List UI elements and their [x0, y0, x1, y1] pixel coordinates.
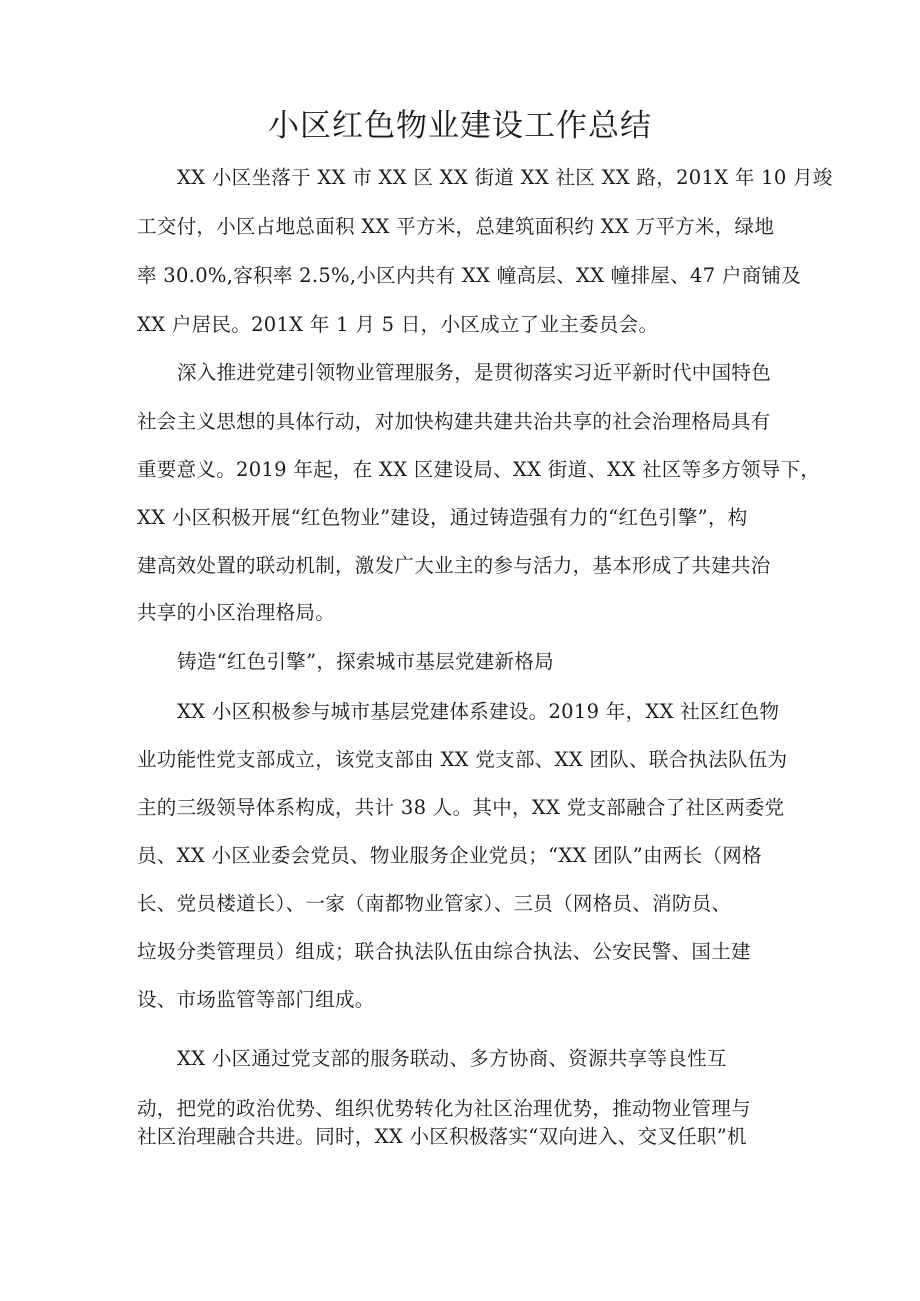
paragraph-3-line-6: 垃圾分类管理员）组成；联合执法队伍由综合执法、公安民警、国土建 — [137, 940, 751, 963]
paragraph-1-line-1: XX 小区坐落于 XX 市 XX 区 XX 街道 XX 社区 XX 路，201X 年 10 月竣 — [177, 166, 833, 189]
paragraph-3-line-7: 设、市场监管等部门组成。 — [137, 988, 375, 1011]
paragraph-1-line-3: 率 30.0%,容积率 2.5%,小区内共有 XX 幢高层、XX 幢排屋、47 户商铺及 — [137, 264, 802, 287]
section-heading: 铸造“红色引擎”，探索城市基层党建新格局 — [177, 650, 554, 673]
paragraph-3-line-1: XX 小区积极参与城市基层党建体系建设。2019 年，XX 社区红色物 — [177, 700, 780, 723]
paragraph-2-line-4: XX 小区积极开展“红色物业”建设，通过铸造强有力的“红色引擎”，构 — [137, 506, 748, 529]
paragraph-3-line-2: 业功能性党支部成立，该党支部由 XX 党支部、XX 团队、联合执法队伍为 — [137, 748, 788, 771]
paragraph-1-line-2: 工交付，小区占地总面积 XX 平方米，总建筑面积约 XX 万平方米，绿地 — [137, 215, 775, 238]
paragraph-2-line-3: 重要意义。2019 年起，在 XX 区建设局、XX 街道、XX 社区等多方领导下， — [137, 458, 821, 481]
paragraph-1-line-4: XX 户居民。201X 年 1 月 5 日，小区成立了业主委员会。 — [137, 313, 659, 336]
paragraph-4-line-1: XX 小区通过党支部的服务联动、多方协商、资源共享等良性互 — [177, 1047, 727, 1070]
paragraph-2-line-2: 社会主义思想的具体行动，对加快构建共建共治共享的社会治理格局具有 — [137, 410, 771, 433]
paragraph-3-line-3: 主的三级领导体系构成，共计 38 人。其中，XX 党支部融合了社区两委党 — [137, 796, 785, 819]
document-title: 小区红色物业建设工作总结 — [268, 108, 652, 144]
paragraph-4-line-3: 社区治理融合共进。同时，XX 小区积极落实“双向进入、交叉任职”机 — [137, 1125, 747, 1148]
paragraph-2-line-1: 深入推进党建引领物业管理服务，是贯彻落实习近平新时代中国特色 — [177, 361, 772, 384]
paragraph-2-line-6: 共享的小区治理格局。 — [137, 601, 336, 624]
paragraph-4-line-2: 动，把党的政治优势、组织优势转化为社区治理优势，推动物业管理与 — [137, 1097, 751, 1120]
paragraph-3-line-5: 长、党员楼道长）、一家（南都物业管家）、三员（网格员、消防员、 — [137, 892, 732, 915]
paragraph-2-line-5: 建高效处置的联动机制，激发广大业主的参与活力，基本形成了共建共治 — [137, 554, 771, 577]
paragraph-3-line-4: 员、XX 小区业委会党员、物业服务企业党员；“XX 团队”由两长（网格 — [137, 844, 762, 867]
